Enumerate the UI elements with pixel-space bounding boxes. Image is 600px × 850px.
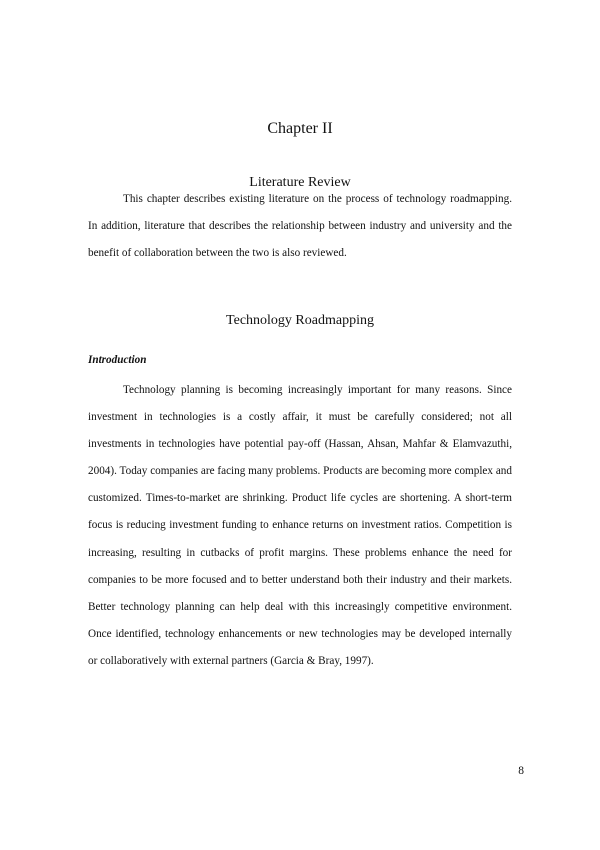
literature-review-heading: Literature Review bbox=[249, 175, 351, 190]
technology-planning-paragraph: Technology planning is becoming increasingly important for many reasons. Since investment in technologies is a costly affair, it must be carefully considered; not all investments in technologies have potential pay-off (Hassan, Ahsan, Mahfar & Elamvazuthi, 2004). Today companies are facing many problems. Products are becoming more complex and customized. Times-to-market are shrinking. Product life cycles are shortening. A short-term focus is reducing investment funding to enhance returns on investment ratios. Competition is increasing, resulting in cutbacks of profit margins. These problems enhance the need for companies to be more focused and to better understand both their industry and their markets. Better technology planning can help deal with this increasingly competitive environment. Once identified, technology enhancements or new technologies may be developed internally or collaboratively with external partners (Garcia & Bray, 1997). bbox=[88, 384, 512, 667]
introduction-subheading: Introduction bbox=[88, 354, 147, 366]
page-number: 8 bbox=[518, 765, 524, 777]
literature-review-paragraph: This chapter describes existing literature on the process of technology roadmapping. In addition, literature that describes the relationship between industry and university and the benefit of collaboration between the two is also reviewed. bbox=[88, 193, 512, 260]
technology-roadmapping-heading: Technology Roadmapping bbox=[226, 313, 374, 328]
chapter-title: Chapter II bbox=[267, 120, 333, 137]
